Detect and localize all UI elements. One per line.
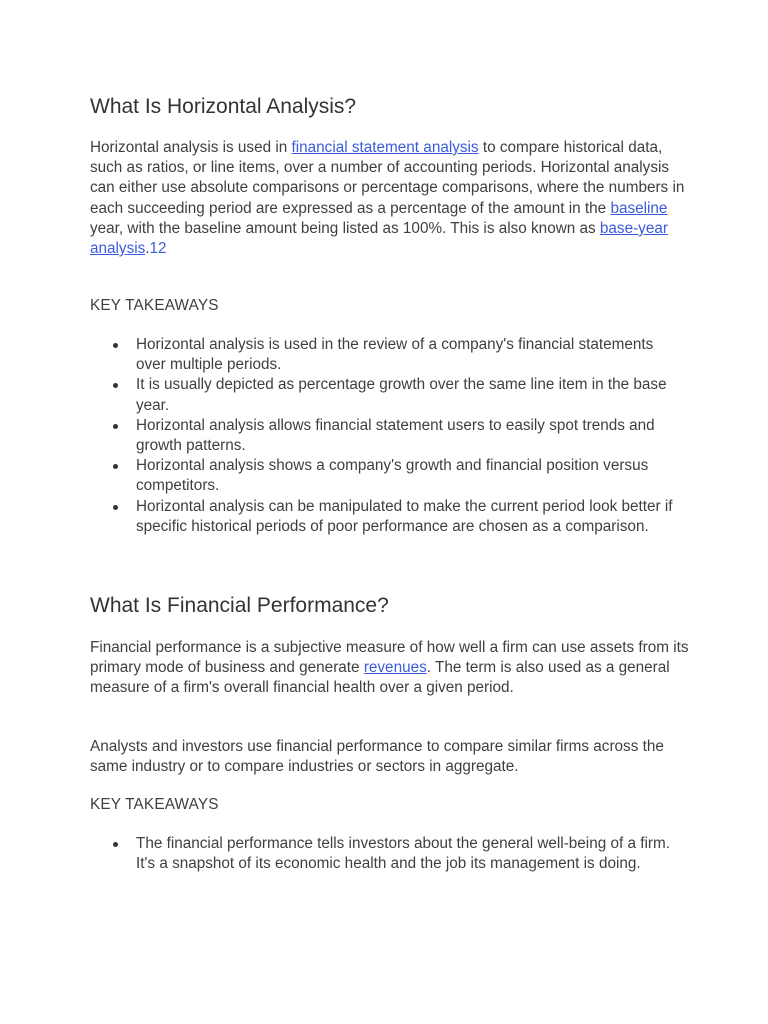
paragraph-text: . The term is also used as a general measure of a firm's overall financial health over a given period. bbox=[90, 659, 670, 697]
key-takeaways-list bbox=[90, 335, 690, 537]
horizontal-analysis-paragraph bbox=[90, 138, 690, 259]
bullet-icon bbox=[113, 505, 118, 510]
list-item-text: Horizontal analysis shows a company's growth and financial position versus competitors. bbox=[136, 457, 649, 495]
paragraph-text: year, with the baseline amount being listed as 100%. This is also known as bbox=[90, 219, 600, 237]
reference-number[interactable]: 12 bbox=[149, 240, 167, 258]
bullet-icon bbox=[113, 383, 118, 388]
section-heading-financial-performance: What Is Financial Performance? bbox=[90, 594, 389, 617]
base-year-analysis-link[interactable]: base-year analysis bbox=[90, 219, 668, 258]
baseline-link[interactable]: baseline bbox=[610, 199, 668, 217]
key-takeaways-label: KEY TAKEAWAYS bbox=[90, 297, 219, 314]
list-item bbox=[90, 416, 690, 456]
list-item bbox=[90, 456, 690, 496]
list-item-text: Horizontal analysis allows financial statement users to easily spot trends and growth patterns. bbox=[136, 416, 655, 455]
list-item-text: Horizontal analysis can be manipulated to make the current period look better if specific historical periods of poor performance are chosen as a comparison. bbox=[136, 497, 673, 535]
analysts-paragraph: Analysts and investors use financial performance to compare similar firms across the same industry or to compare industries or sectors in aggregate. bbox=[90, 738, 664, 776]
list-item-text: It is usually depicted as percentage growth over the same line item in the base year. bbox=[136, 376, 667, 414]
paragraph-text: . bbox=[145, 240, 150, 258]
list-item-text: Horizontal analysis is used in the review of a company's financial statements over multiple periods. bbox=[136, 336, 654, 374]
list-item bbox=[90, 375, 690, 415]
bullet-icon bbox=[113, 842, 118, 847]
list-item-text: The financial performance tells investors about the general well-being of a firm. It's a snapshot of its economic health and the job its management is doing. bbox=[136, 835, 670, 873]
bullet-icon bbox=[113, 424, 118, 429]
section-heading-horizontal-analysis: What Is Horizontal Analysis? bbox=[90, 95, 357, 118]
list-item bbox=[90, 335, 690, 375]
bullet-icon bbox=[113, 343, 118, 348]
list-item bbox=[90, 834, 690, 874]
paragraph-text: Horizontal analysis is used in bbox=[90, 139, 292, 156]
bullet-icon bbox=[113, 464, 118, 469]
paragraph-text: to compare historical data, such as ratios, or line items, over a number of accounting periods. Horizontal analysis can either use absolute comparisons or percentage comparisons, where the numbers in each succeeding period are expressed as a percentage of the amount in the bbox=[90, 139, 685, 217]
key-takeaways-label: KEY TAKEAWAYS bbox=[90, 796, 219, 813]
key-takeaways-list bbox=[90, 834, 690, 874]
revenues-link[interactable]: revenues bbox=[363, 659, 427, 677]
paragraph-text: Financial performance is a subjective measure of how well a firm can use assets from its primary mode of business and generate bbox=[90, 639, 689, 677]
list-item bbox=[90, 497, 690, 537]
financial-performance-paragraph bbox=[90, 638, 690, 699]
financial-statement-analysis-link[interactable]: financial statement analysis bbox=[291, 139, 479, 156]
